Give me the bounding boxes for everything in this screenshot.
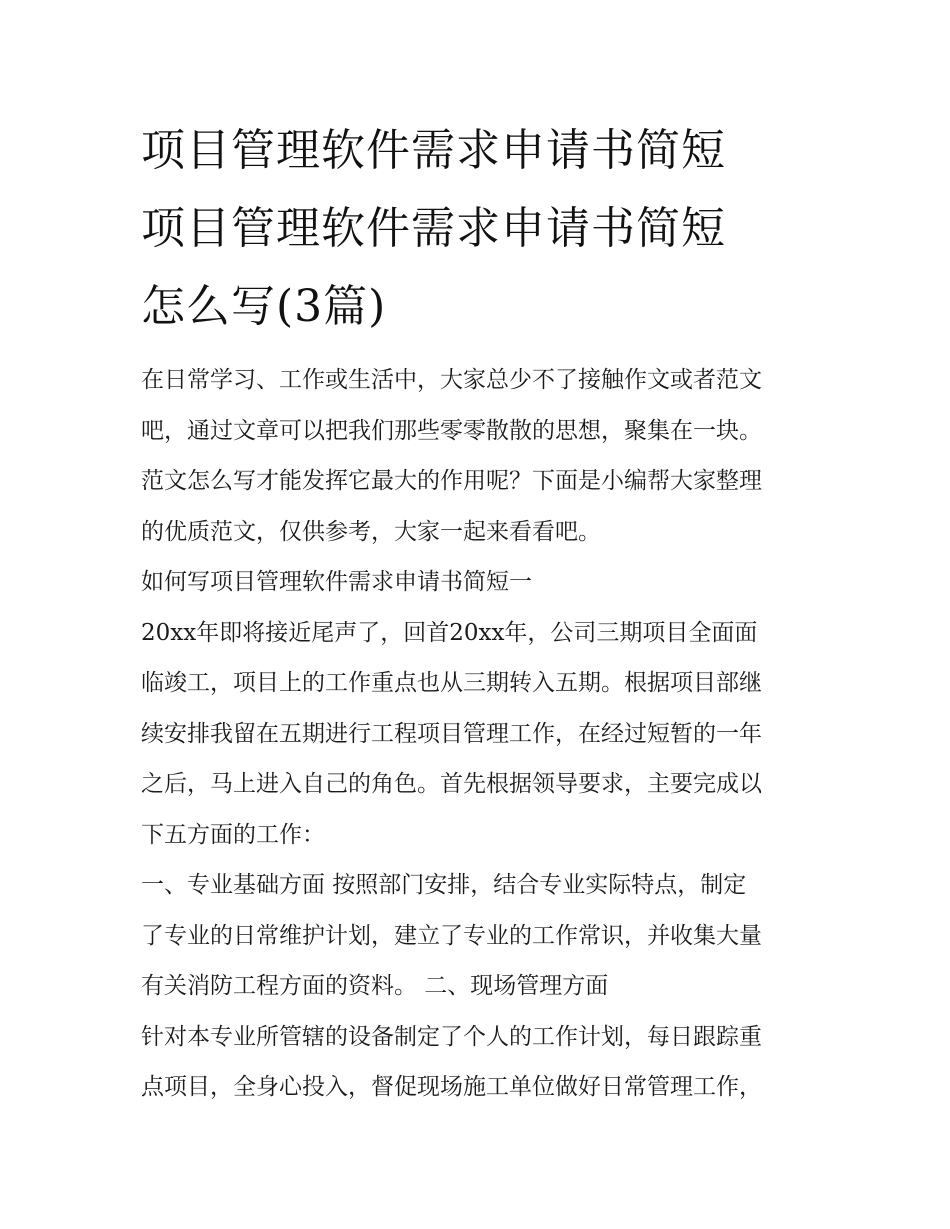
body-line: 一、专业基础方面 按照部门安排，结合专业实际特点，制定 (141, 872, 747, 898)
body-line: 在日常学习、工作或生活中，大家总少不了接触作文或者范文 (141, 367, 762, 393)
body-line: 了专业的日常维护计划，建立了专业的工作常识，并收集大量 (141, 922, 762, 949)
body-line: 20xx年即将接近尾声了，回首20xx年，公司三期项目全面面 (141, 619, 758, 646)
body-line: 针对本专业所管辖的设备制定了个人的工作计划，每日跟踪重 (141, 1023, 762, 1050)
body-line: 范文怎么写才能发挥它最大的作用呢？下面是小编帮大家整理 (141, 468, 762, 494)
body-line: 下五方面的工作： (141, 821, 325, 848)
body-line: 吧，通过文章可以把我们那些零零散散的思想，聚集在一块。 (141, 417, 762, 444)
body-line: 之后，马上进入自己的角色。首先根据领导要求，主要完成以 (141, 771, 762, 797)
body-line: 续安排我留在五期进行工程项目管理工作，在经过短暂的一年 (141, 720, 762, 747)
section-heading: 如何写项目管理软件需求申请书简短一 (141, 569, 532, 595)
body-line: 有关消防工程方面的资料。 二、现场管理方面 (141, 973, 609, 999)
title-line-2: 项目管理软件需求申请书简短 (141, 203, 726, 254)
document-title (141, 112, 831, 346)
body-line: 的优质范文，仅供参考，大家一起来看看吧。 (141, 518, 601, 545)
title-line-1: 项目管理软件需求申请书简短 (141, 125, 726, 176)
body-line: 点项目，全身心投入，督促现场施工单位做好日常管理工作， (141, 1074, 762, 1100)
document-body (141, 355, 816, 1113)
title-line-3: 怎么写(3篇) (141, 281, 387, 332)
body-line: 临竣工，项目上的工作重点也从三期转入五期。根据项目部继 (141, 670, 762, 696)
